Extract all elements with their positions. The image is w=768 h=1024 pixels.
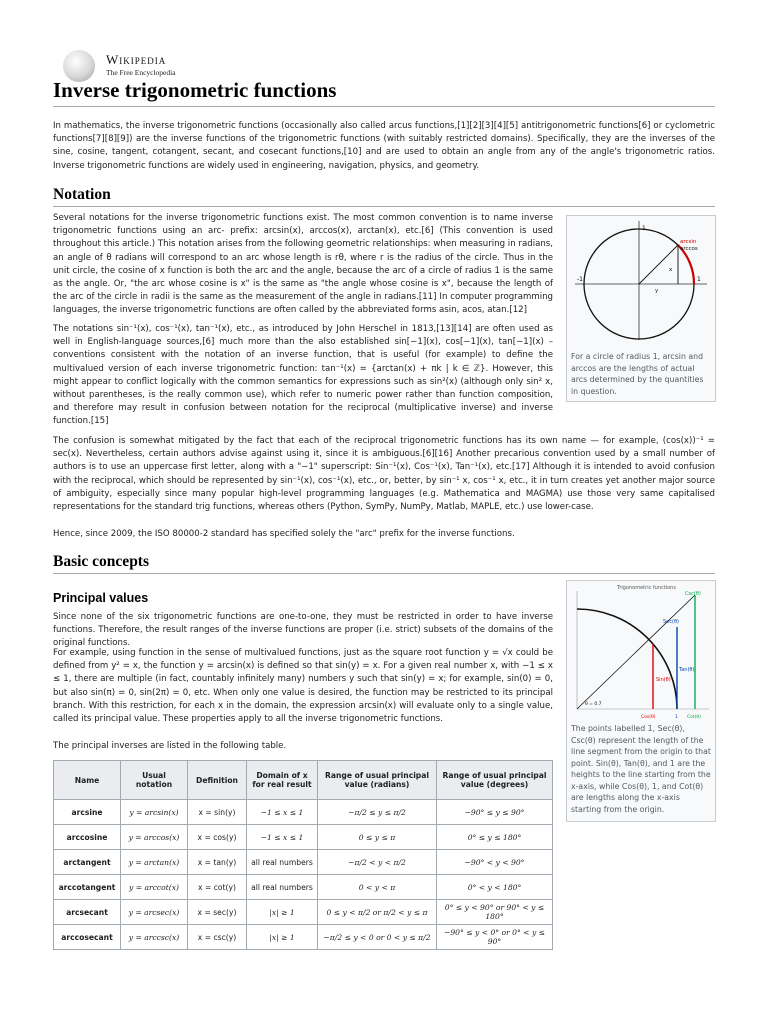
cell-range-radians: −π/2 < y < π/2 [318, 850, 437, 875]
cos-label: Cos(θ) [641, 715, 656, 720]
cot-label: Cot(θ) [687, 715, 701, 720]
principal-values-paragraph-3: The principal inverses are listed in the following table. [53, 741, 287, 751]
trig-functions-caption: The points labelled 1, Sec(θ), Csc(θ) represent the length of the line segment from the origin to that point. Sin(θ), Tan(θ), and 1 are the heights to the line starting from the x-axis, while Cos(θ), 1, and Cot(θ) are lengths along the x-axis starting from the origin. [571, 724, 711, 814]
notation-paragraph-3: The confusion is somewhat mitigated by the fact that each of the reciprocal trigonometric functions has its own name — for example, (cos(x))⁻¹ = sec(x). Nevertheless, certain authors advise against using it, since it is ambiguous.[6][16] Another precarious convention used by a small number of authors is to use an uppercase first letter, along with a "−1" superscript: Sin⁻¹(x), Cos⁻¹(x), Tan⁻¹(x), etc.[17] Although it is intended to avoid confusion with the reciprocal, which should be represented by sin⁻¹(x), cos⁻¹(x), etc., or, better, by sin⁻¹ x, cos⁻¹ x, etc., it in turn creates yet another major source of ambiguity, especially since many popular high-level programming languages (e.g. Mathematica and MAGMA) use those very same capitalised representations for the standard trig functions, whereas others (Python, SymPy, NumPy, Matlab, MAPLE, etc.) use lower-case. [53, 436, 715, 513]
cell-notation: y = arccot(x) [121, 875, 188, 900]
table-row [54, 825, 553, 850]
sec-label: Sec(θ) [663, 619, 679, 625]
arcsin-label: arcsin [680, 239, 697, 245]
unit-circle-diagram [567, 216, 713, 344]
section-heading-notation: Notation [53, 186, 111, 203]
cell-notation: y = arcsin(x) [121, 800, 188, 825]
table-row [54, 900, 553, 925]
trig-functions-diagram [567, 581, 713, 721]
cell-notation: y = arctan(x) [121, 850, 188, 875]
column-header-notation: Usual notation [121, 761, 188, 800]
cell-range-radians: −π/2 ≤ y < 0 or 0 < y ≤ π/2 [318, 925, 437, 950]
table-row [54, 925, 553, 950]
cell-range-radians: 0 ≤ y < π/2 or π/2 < y ≤ π [318, 900, 437, 925]
table-row [54, 850, 553, 875]
cell-domain: all real numbers [247, 850, 318, 875]
notation-paragraph-2: The notations sin⁻¹(x), cos⁻¹(x), tan⁻¹(x), etc., as introduced by John Herschel in 1813,[13][14] are often used as well in English-language sources,[6] much more than the also established sin[−1](x), cos[−1](x), tan[−1](x) – conventions consistent with the notation of an inverse function, that is useful (for example) to define the multivalued version of each inverse trigonometric function: tan⁻¹(x) = {arctan(x) + πk | k ∈ ℤ}. However, this might appear to conflict logically with the common semantics for expressions such as sin²(x) (although only sin² x, without parentheses, is the really common use), which refer to numeric power rather than function composition, and therefore may result in confusion between notation for the reciprocal (multiplicative inverse) and inverse function.[15] [53, 324, 553, 427]
arccos-label: arccos [680, 246, 698, 252]
table-header-row [54, 761, 553, 800]
cell-notation: y = arccsc(x) [121, 925, 188, 950]
basic-concepts-divider [53, 573, 715, 574]
cell-name: arccosine [54, 825, 121, 850]
cell-range-degrees: −90° ≤ y ≤ 90° [437, 800, 553, 825]
sin-label: Sin(θ) [656, 677, 671, 683]
cell-range-radians: 0 < y < π [318, 875, 437, 900]
cell-name: arccotangent [54, 875, 121, 900]
principal-values-paragraph-2: For example, using function in the sense of multivalued functions, just as the square root function y = √x could be defined from y² = x, the function y = arcsin(x) is defined so that sin(y) = x. For a given real number x, with −1 ≤ x ≤ 1, there are multiple (in fact, countably infinitely many) numbers y such that sin(y) = x; for example, sin(0) = 0, but also sin(π) = 0, sin(2π) = 0, etc. When only one value is desired, the function may be restricted to its principal branch. With this restriction, for each x in the domain, the expression arcsin(x) will evaluate only to a single value, called its principal value. These properties apply to all the inverse trigonometric functions. [53, 648, 553, 725]
column-header-definition: Definition [188, 761, 247, 800]
principal-values-paragraph-1: Since none of the six trigonometric functions are one-to-one, they must be restricted in order to have inverse functions. Therefore, the result ranges of the inverse functions are proper (i.e. strict) subsets of the domains of the original functions. [53, 612, 553, 649]
axis-label-top: 1 [642, 225, 646, 232]
wikipedia-wordmark[interactable]: Wikipedia [106, 52, 167, 67]
cell-definition: x = sec(y) [188, 900, 247, 925]
axis-label-right: 1 [697, 276, 701, 283]
axis-label-left: -1 [577, 276, 583, 283]
csc-label: Csc(θ) [685, 591, 701, 597]
column-header-name: Name [54, 761, 121, 800]
one-label: 1 [675, 715, 678, 720]
cell-definition: x = tan(y) [188, 850, 247, 875]
wikipedia-tagline: The Free Encyclopedia [106, 68, 176, 77]
unit-circle-caption: For a circle of radius 1, arcsin and arccos are the lengths of actual arcs determined by the quantities in question. [571, 352, 704, 396]
cell-domain: −1 ≤ x ≤ 1 [247, 825, 318, 850]
cell-domain: |x| ≥ 1 [247, 900, 318, 925]
column-header-domain: Domain of x for real result [247, 761, 318, 800]
cell-range-radians: −π/2 ≤ y ≤ π/2 [318, 800, 437, 825]
page-title: Inverse trigonometric functions [53, 78, 337, 102]
column-header-range-degrees: Range of usual principal value (degrees) [437, 761, 553, 800]
cell-name: arcsecant [54, 900, 121, 925]
cell-definition: x = cos(y) [188, 825, 247, 850]
unit-circle-figure [566, 215, 716, 402]
cell-notation: y = arccos(x) [121, 825, 188, 850]
section-heading-basic-concepts: Basic concepts [53, 553, 150, 570]
cell-name: arctangent [54, 850, 121, 875]
cell-range-degrees: −90° < y < 90° [437, 850, 553, 875]
table-row [54, 800, 553, 825]
title-divider [53, 106, 715, 107]
trig-functions-figure [566, 580, 716, 822]
principal-inverses-table [53, 760, 553, 950]
cell-domain: |x| ≥ 1 [247, 925, 318, 950]
column-header-range-radians: Range of usual principal value (radians) [318, 761, 437, 800]
intro-paragraph: In mathematics, the inverse trigonometric functions (occasionally also called arcus functions,[1][2][3][4][5] antitrigonometric functions[6] or cyclometric functions[7][8][9]) are the inverse functions of the trigonometric functions (with suitably restricted domains). Specifically, they are the inverses of the sine, cosine, tangent, cotangent, secant, and cosecant functions,[10] and are used to obtain an angle from any of the angle's trigonometric ratios. Inverse trigonometric functions are widely used in engineering, navigation, physics, and geometry. [53, 121, 715, 171]
y-label: y [655, 288, 659, 294]
cell-range-degrees: −90° ≤ y < 0° or 0° < y ≤ 90° [437, 925, 553, 950]
notation-paragraph-1: Several notations for the inverse trigonometric functions exist. The most common convention is to name inverse trigonometric functions using an arc- prefix: arcsin(x), arccos(x), arctan(x), etc.[6] (This convention is used throughout this article.) This notation arises from the following geometric relationships: when measuring in radians, an angle of θ radians will correspond to an arc whose length is rθ, where r is the radius of the circle. Thus in the unit circle, the cosine of x function is both the arc and the angle, because the arc of a circle of radius 1 is the same as the angle. Or, "the arc whose cosine is x" is the same as "the angle whose cosine is x", because the length of the arc of the circle in radii is the same as the measurement of the angle in radians.[11] In computer programming languages, the inverse trigonometric functions are often called by the abbreviated forms asin, acos, atan.[12] [53, 213, 553, 316]
notation-paragraph-4: Hence, since 2009, the ISO 80000-2 standard has specified solely the "arc" prefix for the inverse functions. [53, 529, 515, 539]
x-label: x [669, 267, 673, 273]
trig-figure-title: Trigonometric functions [617, 585, 676, 591]
notation-divider [53, 206, 715, 207]
cell-definition: x = sin(y) [188, 800, 247, 825]
subsection-heading-principal-values: Principal values [53, 591, 149, 605]
table-row [54, 875, 553, 900]
tan-label: Tan(θ) [679, 667, 695, 673]
cell-range-radians: 0 ≤ y ≤ π [318, 825, 437, 850]
cell-name: arcsine [54, 800, 121, 825]
cell-range-degrees: 0° ≤ y ≤ 180° [437, 825, 553, 850]
theta-label: θ = 0.7 [585, 702, 602, 707]
cell-notation: y = arcsec(x) [121, 900, 188, 925]
cell-domain: all real numbers [247, 875, 318, 900]
cell-definition: x = csc(y) [188, 925, 247, 950]
cell-range-degrees: 0° ≤ y < 90° or 90° < y ≤ 180° [437, 900, 553, 925]
cell-range-degrees: 0° < y < 180° [437, 875, 553, 900]
cell-domain: −1 ≤ x ≤ 1 [247, 800, 318, 825]
cell-name: arccosecant [54, 925, 121, 950]
cell-definition: x = cot(y) [188, 875, 247, 900]
